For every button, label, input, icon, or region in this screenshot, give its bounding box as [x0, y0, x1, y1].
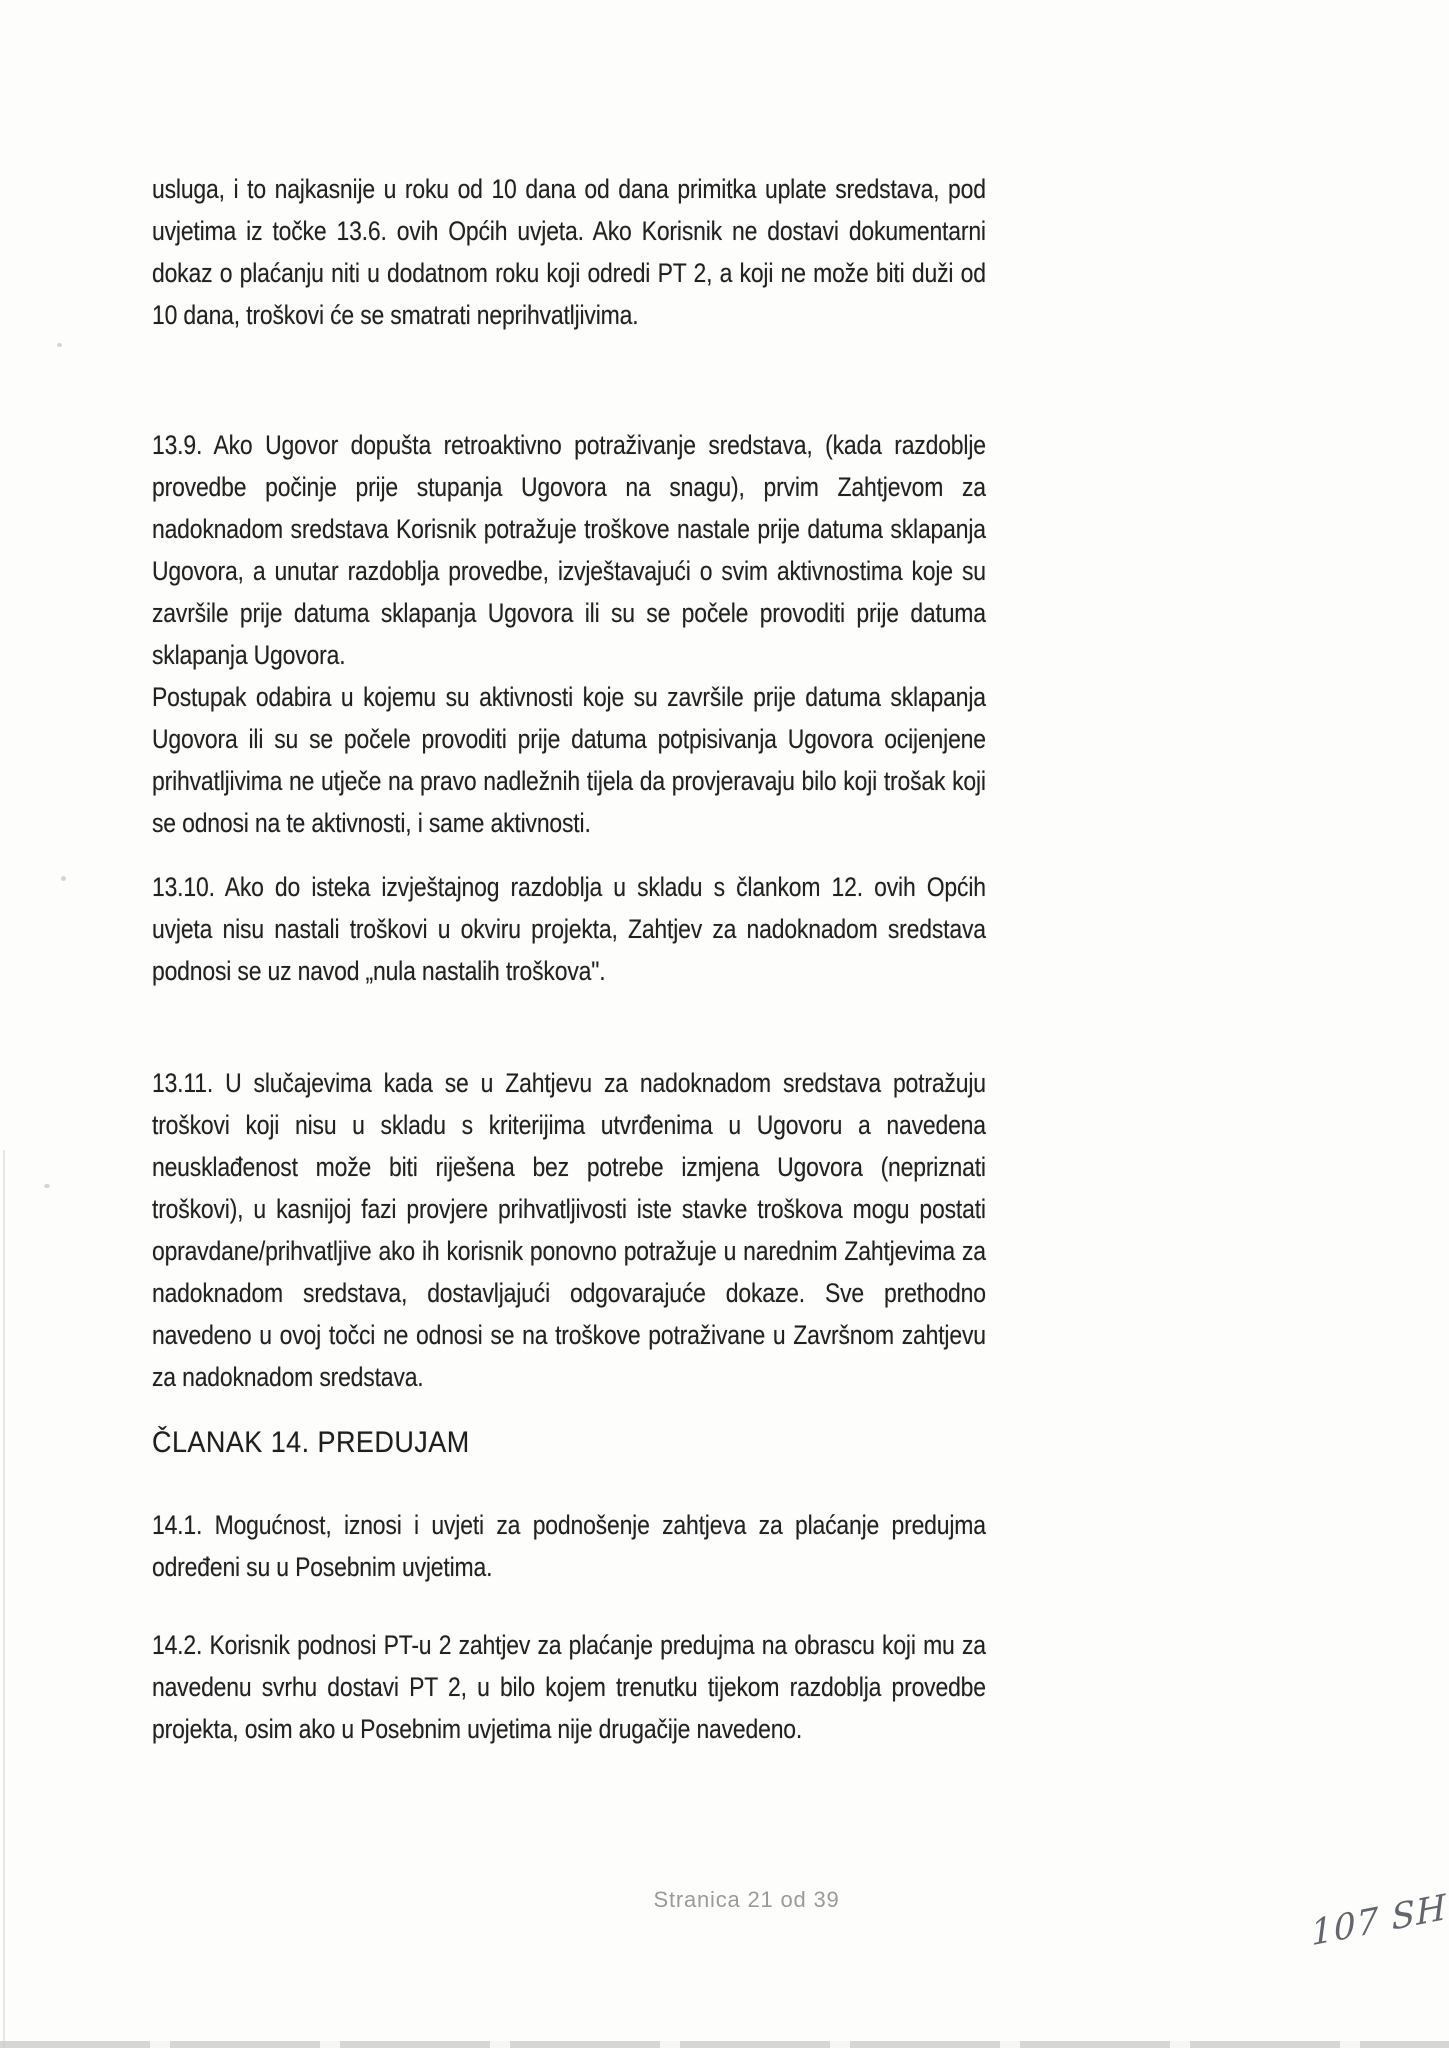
paragraph-13-9: 13.9. Ako Ugovor dopušta retroaktivno potraživanje sredstava, (kada razdoblje provedbe počinje prije stupanja Ugovora na snagu), prvim Zahtjevom za nadoknadom sredstava Korisnik potražuje troškove nastale prije datuma sklapanja Ugovora, a unutar razdoblja provedbe, izvještavajući o svim aktivnostima koje su završile prije datuma sklapanja Ugovora ili su se počele provoditi prije datuma sklapanja Ugovora.: [152, 430, 986, 670]
section-13-9: [152, 424, 986, 844]
scan-left-edge-artifact: [3, 1150, 5, 2048]
scan-bottom-edge-artifact: [0, 2041, 1449, 2048]
scan-speck: [57, 343, 62, 347]
page-number-footer: Stranica 21 od 39: [653, 1887, 840, 1912]
handwritten-initials-note: 107 SH: [1310, 1887, 1449, 1955]
paragraph-13-9-postupak: Postupak odabira u kojemu su aktivnosti koje su završile prije datuma sklapanja Ugovora ili su se počele provoditi prije datuma potpisivanja Ugovora ocijenjene prihvatljivima ne utječe na pravo nadležnih tijela da provjeravaju bilo koji trošak koji se odnosi na te aktivnosti, i same aktivnosti.: [152, 682, 986, 838]
paragraph-13-10: 13.10. Ako do isteka izvještajnog razdoblja u skladu s člankom 12. ovih Općih uvjeta nisu nastali troškovi u okviru projekta, Zahtjev za nadoknadom sredstava podnosi se uz navod „nula nastalih troškova".: [152, 872, 986, 986]
scan-speck: [44, 1184, 50, 1188]
article-14-heading: ČLANAK 14. PREDUJAM: [152, 1426, 470, 1459]
scan-speck: [61, 876, 66, 881]
paragraph-14-2: 14.2. Korisnik podnosi PT-u 2 zahtjev za plaćanje predujma na obrascu koji mu za navedenu svrhu dostavi PT 2, u bilo kojem trenutku tijekom razdoblja provedbe projekta, osim ako u Posebnim uvjetima nije drugačije navedeno.: [152, 1630, 986, 1744]
paragraph-14-1: 14.1. Mogućnost, iznosi i uvjeti za podnošenje zahtjeva za plaćanje predujma određeni su u Posebnim uvjetima.: [152, 1510, 986, 1582]
paragraph-intro-continuation: usluga, i to najkasnije u roku od 10 dana od dana primitka uplate sredstava, pod uvjetima iz točke 13.6. ovih Općih uvjeta. Ako Korisnik ne dostavi dokumentarni dokaz o plaćanju niti u dodatnom roku koji odredi PT 2, a koji ne može biti duži od 10 dana, troškovi će se smatrati neprihvatljivima.: [152, 174, 986, 330]
paragraph-13-11: 13.11. U slučajevima kada se u Zahtjevu za nadoknadom sredstava potražuju troškovi koji nisu u skladu s kriterijima utvrđenima u Ugovoru a navedena neusklađenost može biti riješena bez potrebe izmjena Ugovora (nepriznati troškovi), u kasnijoj fazi provjere prihvatljivosti iste stavke troškova mogu postati opravdane/prihvatljive ako ih korisnik ponovno potražuje u narednim Zahtjevima za nadoknadom sredstava, dostavljajući odgovarajuće dokaze. Sve prethodno navedeno u ovoj točci ne odnosi se na troškove potraživane u Završnom zahtjevu za nadoknadom sredstava.: [152, 1068, 986, 1392]
